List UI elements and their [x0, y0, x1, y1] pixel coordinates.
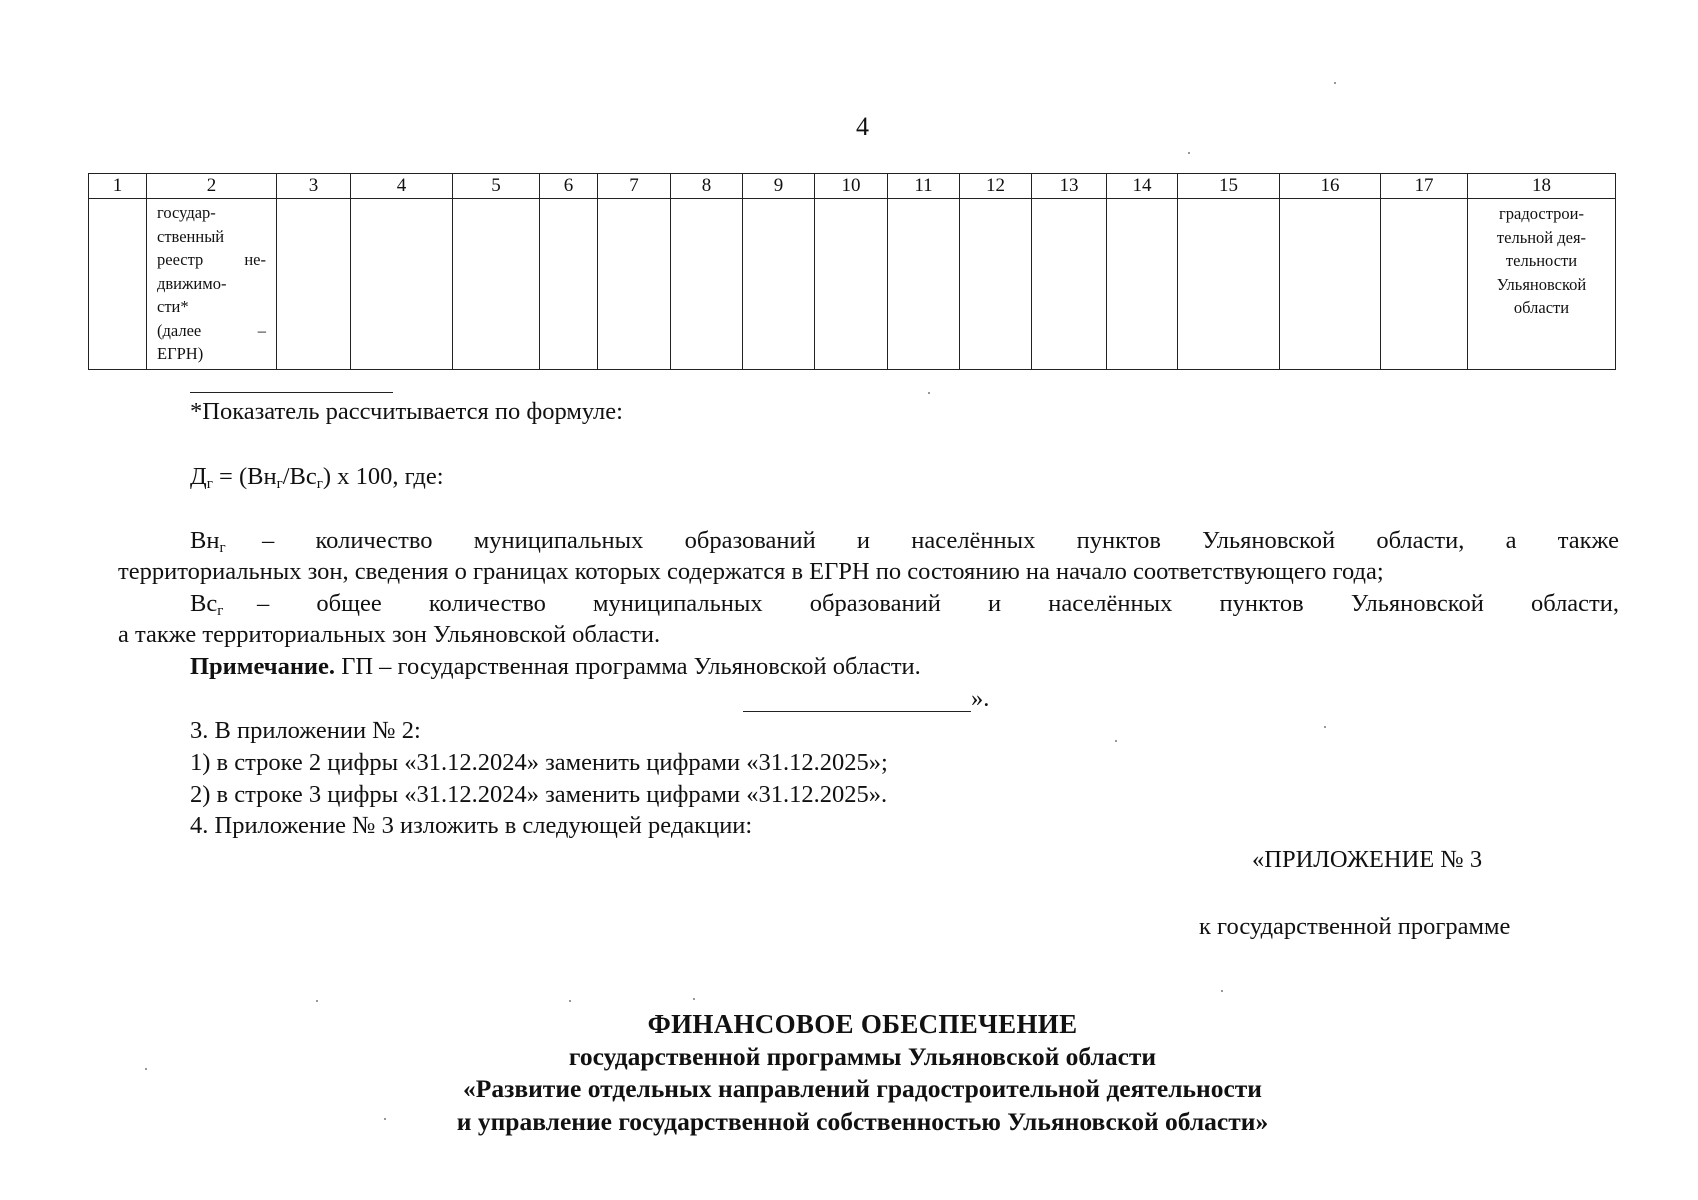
- header-cell: 13: [1032, 174, 1107, 199]
- heading-title: ФИНАНСОВОЕ ОБЕСПЕЧЕНИЕ: [647, 1009, 1078, 1039]
- header-cell: 2: [147, 174, 277, 199]
- vn-definition-line2: территориальных зон, сведения о границах которых содержатся в ЕГРН по состоянию на начало соответствующего года;: [118, 558, 1384, 585]
- table-cell: [351, 199, 453, 370]
- vn-definition-line1: – количество муниципальных образований и населённых пунктов Ульяновской области, а также: [262, 527, 1619, 554]
- table-cell-registry: [147, 199, 277, 370]
- formula-lhs: Д: [190, 463, 207, 490]
- heading-line: государственной программы Ульяновской области: [568, 1041, 1157, 1071]
- scan-speck: [1188, 152, 1190, 154]
- table-cell: [1032, 199, 1107, 370]
- scan-speck: [1115, 740, 1117, 742]
- table-cell: [960, 199, 1032, 370]
- footnote-intro: *Показатель рассчитывается по формуле:: [190, 398, 623, 425]
- vn-symbol: [190, 526, 226, 556]
- table-header-row: [89, 174, 1616, 199]
- formula-eq: = (Вн: [212, 463, 277, 490]
- note-label: Примечание.: [190, 653, 336, 680]
- header-cell: 7: [598, 174, 671, 199]
- cell-line: (далее –: [157, 320, 266, 340]
- vs-symbol: [190, 589, 223, 619]
- amendment-item-3-1: 1) в строке 2 цифры «31.12.2024» заменить цифрами «31.12.2025»;: [190, 749, 888, 776]
- closing-quote: ».: [971, 685, 990, 712]
- table-cell: [1107, 199, 1178, 370]
- header-cell: 1: [89, 174, 147, 199]
- header-cell: 10: [815, 174, 888, 199]
- table-cell: [277, 199, 351, 370]
- header-cell: 18: [1468, 174, 1616, 199]
- header-cell: 8: [671, 174, 743, 199]
- scan-speck: [316, 1000, 318, 1002]
- scan-speck: [693, 998, 695, 1000]
- closing-underline: [743, 711, 971, 712]
- header-cell: 9: [743, 174, 815, 199]
- appendix-subtitle: к государственной программе: [1199, 913, 1511, 940]
- vs-definition-line1: – общее количество муниципальных образований и населённых пунктов Ульяновской области,: [257, 590, 1619, 617]
- header-cell: 14: [1107, 174, 1178, 199]
- scan-speck: [928, 392, 930, 394]
- amendment-item-4: 4. Приложение № 3 изложить в следующей редакции:: [190, 812, 753, 839]
- table-cell: [888, 199, 960, 370]
- header-cell: 17: [1381, 174, 1468, 199]
- table-cell: [671, 199, 743, 370]
- formula-subscript: г: [206, 476, 213, 492]
- footnote-divider: [190, 392, 393, 393]
- header-cell: 16: [1280, 174, 1381, 199]
- cell-line: ЕГРН): [157, 344, 204, 363]
- page-number: 4: [856, 112, 869, 141]
- formula: [190, 462, 444, 492]
- formula-subscript: г: [276, 476, 283, 492]
- header-cell: 6: [540, 174, 598, 199]
- vn-subscript: г: [219, 540, 226, 556]
- note-text: ГП – государственная программа Ульяновской области.: [335, 653, 921, 680]
- heading-line: «Развитие отдельных направлений градостроительной деятельности: [463, 1074, 1262, 1103]
- scan-speck: [1324, 726, 1326, 728]
- header-cell: 11: [888, 174, 960, 199]
- indicator-table: [88, 173, 1616, 370]
- scan-speck: [1221, 990, 1223, 992]
- header-cell: 4: [351, 174, 453, 199]
- table-cell: [815, 199, 888, 370]
- cell-line: государ-: [157, 203, 216, 222]
- table-cell: [540, 199, 598, 370]
- cell-line: Ульяновской: [1496, 274, 1587, 294]
- table-cell: [1178, 199, 1280, 370]
- cell-line: градострои-: [1499, 204, 1584, 223]
- header-cell: 5: [453, 174, 540, 199]
- heading-line: и управление государственной собственностью Ульяновской области»: [456, 1106, 1269, 1136]
- table-cell-urban-planning: [1468, 199, 1616, 370]
- header-cell: 12: [960, 174, 1032, 199]
- formula-slash: /Вс: [282, 463, 317, 490]
- cell-line: движимо-: [157, 273, 227, 293]
- amendment-item-3-2: 2) в строке 3 цифры «31.12.2024» заменить цифрами «31.12.2025».: [190, 781, 888, 808]
- cell-line: сти*: [157, 297, 189, 316]
- vs-definition-line2: а также территориальных зон Ульяновской области.: [118, 621, 661, 648]
- vn-symbol-text: Вн: [190, 527, 220, 554]
- scan-speck: [1334, 82, 1336, 84]
- table-cell: [89, 199, 147, 370]
- table-cell: [598, 199, 671, 370]
- table-cell: [1381, 199, 1468, 370]
- amendment-item-3: 3. В приложении № 2:: [190, 717, 421, 744]
- cell-line: области: [1513, 298, 1570, 317]
- table-cell: [1280, 199, 1381, 370]
- cell-line: тельной дея-: [1496, 227, 1587, 247]
- scan-speck: [384, 1118, 386, 1120]
- table-cell: [453, 199, 540, 370]
- note: [190, 652, 921, 682]
- cell-line: тельности: [1505, 251, 1578, 270]
- vs-symbol-text: Вс: [190, 590, 218, 617]
- scan-speck: [145, 1068, 147, 1070]
- formula-tail: ) х 100, где:: [322, 463, 444, 490]
- scan-speck: [569, 1000, 571, 1002]
- table-cell: [743, 199, 815, 370]
- header-cell: 3: [277, 174, 351, 199]
- table-row: [89, 199, 1616, 370]
- appendix-label: «ПРИЛОЖЕНИЕ № 3: [1252, 846, 1483, 873]
- section-heading: [0, 1008, 1698, 1138]
- vs-subscript: г: [217, 603, 224, 619]
- formula-subscript: г: [316, 476, 323, 492]
- header-cell: 15: [1178, 174, 1280, 199]
- cell-line: реестр не-: [157, 250, 266, 269]
- cell-line: ственный: [157, 226, 225, 246]
